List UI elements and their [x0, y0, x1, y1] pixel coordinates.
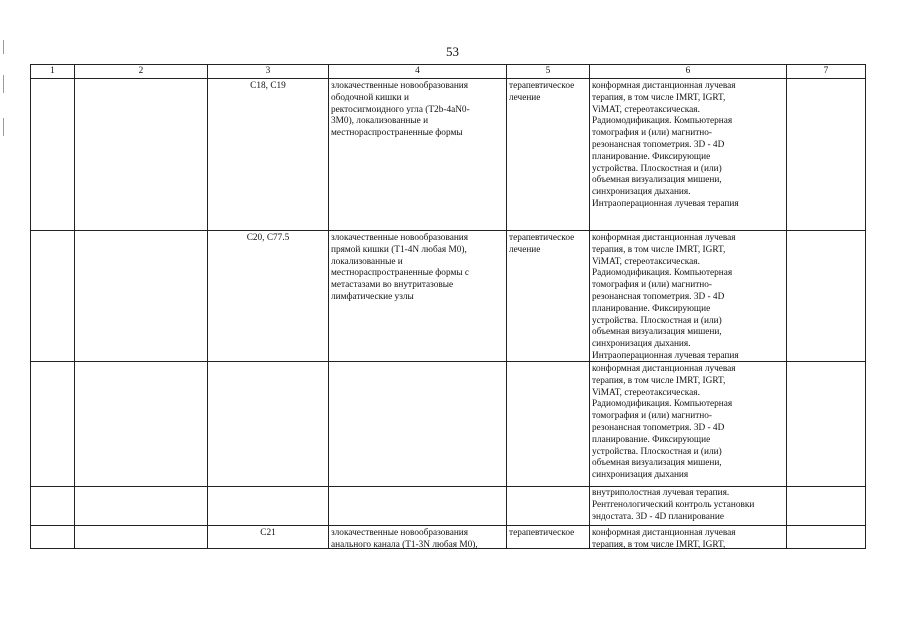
row2-method: конформная дистанционная лучевая терапия, в том числе IMRT, IGRT, ViMAT, стереотаксическая. Радиомодификация. Компьютерная томография и (или) магнитно- резонансная топометрия. 3D - 4D планирование. Фиксирующие устройства. Плоскостная и (или) объемная визуализация мишени, синхронизация дыхания. Интраоперационная лучевая терапия: [592, 233, 739, 361]
column-header-5: 5: [545, 66, 551, 76]
row1-description: злокачественные новообразования ободочной кишки и ректосигмоидного угла (T2b-4aN0- 3M0), локализованные и местнораспространенные формы: [331, 81, 470, 139]
row1-codes: C18, C19: [250, 81, 286, 91]
binding-mark: [3, 118, 4, 136]
row3-method: конформная дистанционная лучевая терапия, в том числе IMRT, IGRT, ViMAT, стереотаксическая. Радиомодификация. Компьютерная томография и (или) магнитно- резонансная топометрия. 3D - 4D планирование. Фиксирующие устройства. Плоскостная и (или) объемная визуализация мишени, синхронизация дыхания: [592, 364, 736, 481]
column-header-4: 4: [415, 66, 420, 76]
row1-treatment: терапевтическое лечение: [509, 81, 575, 103]
binding-mark: [3, 40, 4, 54]
row5-description: злокачественные новообразования анального канала (T1-3N любая M0),: [331, 528, 478, 550]
row5-method: конформная дистанционная лучевая терапия, в том числе IMRT, IGRT,: [592, 528, 736, 550]
column-header-1: 1: [50, 66, 55, 76]
row5-treatment: терапевтическое: [509, 528, 575, 538]
row1-method: конформная дистанционная лучевая терапия, в том числе IMRT, IGRT, ViMAT, стереотаксическая. Радиомодификация. Компьютерная томография и (или) магнитно- резонансная топометрия. 3D - 4D планирование. Фиксирующие устройства. Плоскостная и (или) объемная визуализация мишени, синхронизация дыхания. Интраоперационная лучевая терапия: [592, 81, 739, 209]
column-header-3: 3: [265, 66, 271, 76]
row4-method: внутриполостная лучевая терапия. Рентгенологический контроль установки эндостата. 3D - 4D планирование: [592, 488, 755, 522]
column-header-6: 6: [685, 66, 691, 76]
row2-treatment: терапевтическое лечение: [509, 233, 575, 255]
row5-codes: C21: [260, 528, 276, 538]
row2-codes: C20, C77.5: [246, 233, 290, 243]
page-number: 53: [446, 44, 459, 59]
binding-mark: [3, 75, 4, 93]
row2-description: злокачественные новообразования прямой кишки (T1-4N любая M0), локализованные и местнораспространенные формы с метастазами во внутритазовые лимфатические узлы: [331, 233, 470, 302]
column-header-7: 7: [823, 66, 829, 76]
column-header-2: 2: [138, 66, 144, 76]
